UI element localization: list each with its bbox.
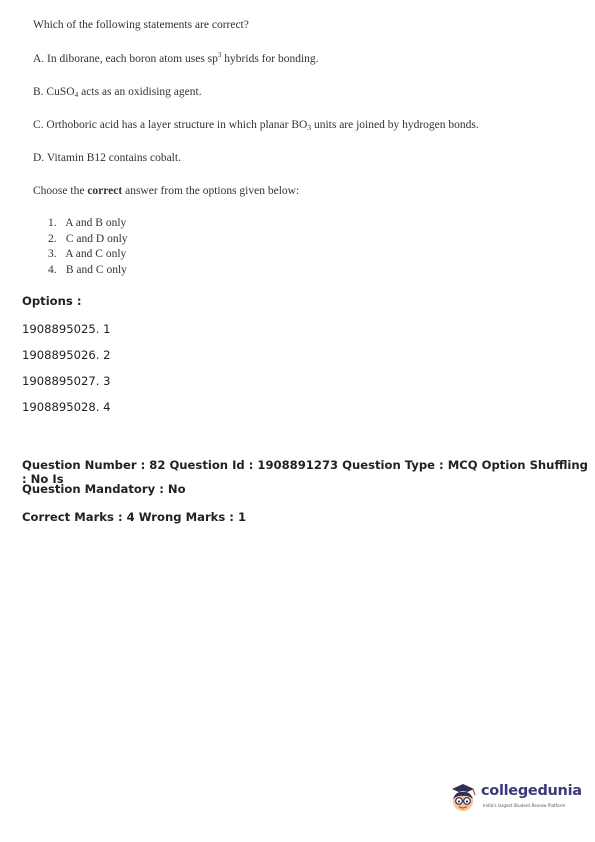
question-mandatory: Question Mandatory : No [22, 482, 186, 496]
marks-info: Correct Marks : 4 Wrong Marks : 1 [22, 510, 247, 524]
answer-item: 1. A and B only [48, 217, 127, 229]
answer-list [48, 216, 128, 278]
options-heading: Options : [22, 294, 82, 308]
question-stem: Which of the following statements are correct? [33, 19, 249, 31]
answer-item: 4. B and C only [48, 263, 127, 276]
option-item: 1908895025. 1 [22, 322, 111, 336]
option-item: 1908895028. 4 [22, 400, 111, 414]
statement-b: B. CuSO$_4$ acts as an oxidising agent. [33, 86, 202, 99]
statement-a: A. In diborane, each boron atom uses $sp^3$ hybrids for bonding. [33, 51, 319, 65]
option-item: 1908895027. 3 [22, 374, 111, 388]
answer-item: 3. A and C only [48, 248, 127, 260]
collegedunia-logo [446, 781, 580, 815]
statement-d: D. Vitamin B12 contains cobalt. [33, 152, 181, 164]
choose-instruction: Choose the correct answer from the options given below: [33, 185, 300, 197]
answer-item: 2. C and D only [48, 232, 128, 245]
logo-wordmark: collegedunia [481, 783, 582, 799]
statement-c: C. Orthoboric acid has a layer structure in which planar $BO_3$ units are joined by hydrogen bonds. [33, 119, 479, 132]
mascot-icon [446, 781, 480, 815]
option-item: 1908895026. 2 [22, 348, 111, 362]
question-meta-line: Question Number : 82 Question Id : 1908891273 Question Type : MCQ Option Shuffling : No Is [22, 458, 588, 486]
logo-tagline: India's largest Student Review Platform [483, 803, 566, 808]
question-block [33, 18, 573, 276]
